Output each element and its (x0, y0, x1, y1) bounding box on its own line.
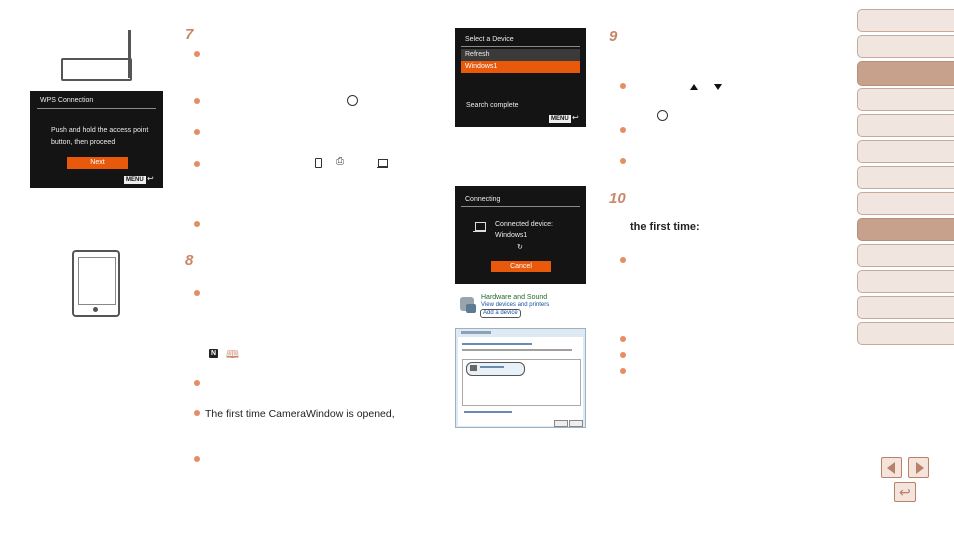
add-device-link[interactable]: Add a device (480, 309, 521, 318)
chapter-tab-8[interactable] (857, 192, 954, 215)
wps-menu-tag: MENU (126, 177, 144, 183)
select-menu-tag: MENU (551, 116, 569, 122)
smartphone-icon (315, 158, 322, 168)
up-arrow-icon (690, 84, 698, 90)
select-device-title: Select a Device (465, 36, 514, 43)
bullet (194, 98, 200, 104)
book-icon: 🕮 (226, 349, 239, 361)
step-9-number: 9 (609, 28, 618, 45)
func-set-icon (347, 95, 358, 106)
nfc-icon: N (210, 350, 217, 357)
chapter-tab-6[interactable] (857, 140, 954, 163)
first-time-heading: the first time: (630, 221, 700, 233)
return-icon: ↩ (147, 174, 154, 183)
previous-page-button[interactable] (881, 457, 902, 478)
chapter-tab-4[interactable] (857, 88, 954, 111)
cancel-button[interactable]: Cancel (491, 261, 551, 272)
step-10-number: 10 (609, 190, 626, 207)
back-button[interactable] (894, 482, 916, 502)
connecting-screen (455, 186, 586, 284)
smartphone-illustration (72, 250, 120, 317)
bullet (194, 129, 200, 135)
chapter-tab-5[interactable] (857, 114, 954, 137)
add-device-dialog (455, 328, 586, 428)
chapter-tab-9[interactable] (857, 218, 954, 241)
step-7-number: 7 (185, 26, 194, 43)
func-set-icon (657, 110, 668, 121)
camera-device-icon (470, 365, 477, 371)
hardware-sound-heading: Hardware and Sound (481, 294, 548, 301)
bullet (620, 127, 626, 133)
wps-title: WPS Connection (40, 97, 94, 104)
chapter-tab-13[interactable] (857, 322, 954, 345)
down-arrow-icon (714, 84, 722, 90)
wps-message: Push and hold the access point button, then proceed (51, 127, 149, 146)
return-icon: ↩ (572, 113, 579, 122)
search-complete-status: Search complete (466, 102, 519, 109)
select-device-screen (455, 28, 586, 127)
bullet (194, 410, 200, 416)
windows1-item[interactable]: Windows1 (461, 61, 580, 73)
bullet (620, 83, 626, 89)
bullet (194, 456, 200, 462)
control-panel-snippet (458, 294, 588, 318)
bullet (620, 352, 626, 358)
wps-connection-screen (30, 91, 163, 188)
bullet (194, 221, 200, 227)
bullet (194, 290, 200, 296)
computer-icon (378, 159, 388, 167)
view-devices-link[interactable]: View devices and printers (481, 302, 550, 308)
bullet (620, 336, 626, 342)
bullet (194, 161, 200, 167)
computer-icon (475, 222, 486, 231)
arrow-left-icon (887, 462, 895, 474)
wps-next-button[interactable]: Next (67, 157, 128, 169)
chapter-tab-7[interactable] (857, 166, 954, 189)
chapter-tab-3[interactable] (857, 61, 954, 86)
camerawindow-note: The first time CameraWindow is opened, (205, 408, 395, 420)
bullet (620, 368, 626, 374)
bullet (194, 51, 200, 57)
bullet (194, 380, 200, 386)
loading-icon: ↻ (517, 244, 523, 251)
connected-device-info: Connected device: Windows1 (495, 221, 553, 239)
chapter-tab-2[interactable] (857, 35, 954, 58)
arrow-right-icon (916, 462, 924, 474)
printer-icon: ⎙ (336, 156, 344, 167)
next-page-button[interactable] (908, 457, 929, 478)
refresh-item[interactable]: Refresh (461, 49, 580, 61)
chapter-tab-12[interactable] (857, 296, 954, 319)
access-point-illustration (60, 30, 135, 80)
step-8-number: 8 (185, 252, 194, 269)
chapter-tab-1[interactable] (857, 9, 954, 32)
bullet (620, 158, 626, 164)
bullet (620, 257, 626, 263)
return-icon: ↩ (899, 484, 911, 500)
chapter-tab-11[interactable] (857, 270, 954, 293)
chapter-tab-10[interactable] (857, 244, 954, 267)
connecting-title: Connecting (465, 196, 501, 203)
